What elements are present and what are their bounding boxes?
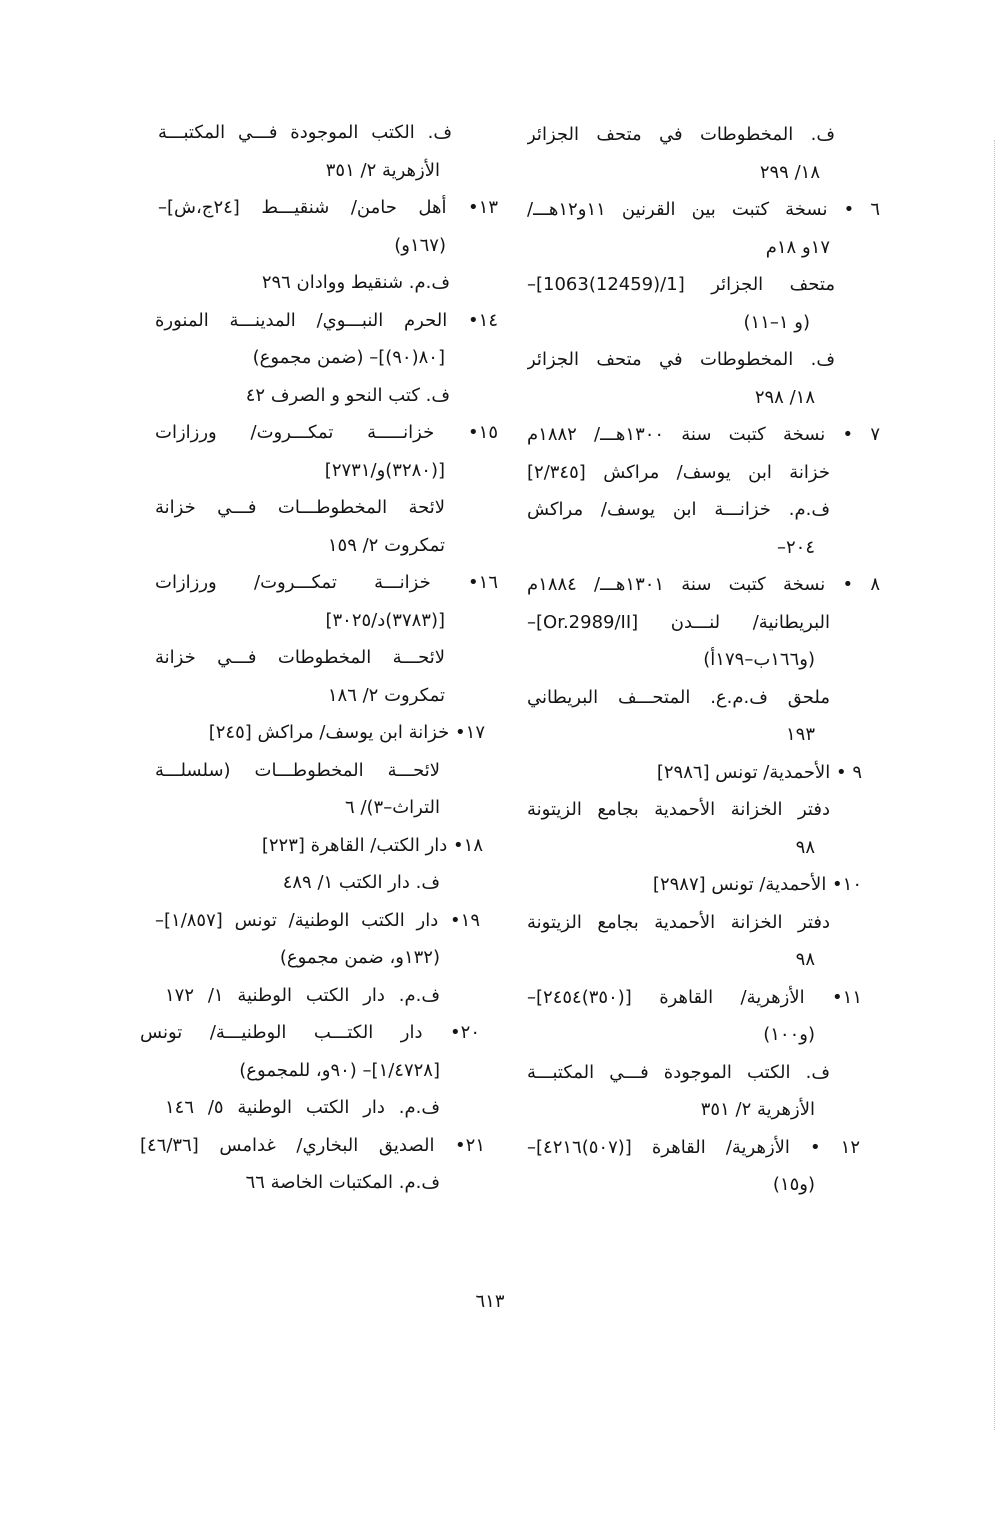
right-column-line: ملحق ف.م.ع. المتحـــف البريطاني xyxy=(527,686,830,708)
right-column-line: ١٧و ١٨م xyxy=(765,236,830,258)
left-column-line: [(٣٢٨٠)و/٢٧٣١] xyxy=(324,459,445,481)
right-column-line: ٩٨ xyxy=(795,836,815,858)
left-column-line: (١٦٧و) xyxy=(394,234,446,256)
left-column-line: ف.م. دار الكتب الوطنية ١/ ١٧٢ xyxy=(165,984,440,1006)
right-column-line: (و١٠٠) xyxy=(763,1024,815,1045)
right-column-line: (و ١–١١) xyxy=(743,311,810,333)
right-column-line: متحف الجزائر [1/(12459)1063]– xyxy=(527,274,835,295)
left-column-line: ١٧• خزانة ابن يوسف/ مراكش [٢٤٥] xyxy=(208,722,485,743)
right-column-line: ١٨/ ٢٩٨ xyxy=(754,386,815,408)
right-column xyxy=(527,116,880,1204)
right-column-line: ١٠• الأحمدية/ تونس [٢٩٨٧] xyxy=(652,874,862,895)
right-column-line: ٩٨ xyxy=(795,949,815,970)
right-column-line: دفتر الخزانة الأحمدية بجامع الزيتونة xyxy=(527,911,830,933)
left-column-line: ١٥• خزانـــــة تمكـــروت/ ورزازات xyxy=(155,422,498,443)
right-column-line: ١٨/ ٢٩٩ xyxy=(759,161,820,183)
left-column-line: ١٩• دار الكتب الوطنية/ تونس [١/٨٥٧]– xyxy=(155,909,480,931)
right-column-line: ١٩٣ xyxy=(785,724,815,745)
left-column-line: ف.م. المكتبات الخاصة ٦٦ xyxy=(245,1172,440,1193)
right-column-line: ف. المخطوطات في متحف الجزائر xyxy=(527,349,835,370)
right-column-line: دفتر الخزانة الأحمدية بجامع الزيتونة xyxy=(527,799,830,820)
left-column-line: [(٣٧٨٣)د/٣٠٢٥] xyxy=(325,609,445,631)
left-column-line: ١٤• الحرم النبـــوي/ المدينـــة المنورة xyxy=(155,309,498,331)
left-column-line: ف. الكتب الموجودة فـــي المكتبـــة xyxy=(158,122,452,143)
left-column-line: ٢٠• دار الكتـــب الوطنيـــة/ تونس xyxy=(140,1022,480,1043)
right-column-line: ٢٠٤– xyxy=(776,536,815,558)
left-column-line: ١٣• أهل حامن/ شنقيـــط [٢٤ج،ش]– xyxy=(158,197,498,218)
right-column-line: البريطانية/ لنـــدن [Or.2989/II]– xyxy=(527,611,830,633)
right-column-line: ف.م. خزانـــة ابن يوسف/ مراكش xyxy=(527,499,830,520)
right-column-line: ٩ • الأحمدية/ تونس [٢٩٨٦] xyxy=(656,761,862,783)
left-column-line: ف.م. دار الكتب الوطنية ٥/ ١٤٦ xyxy=(165,1097,440,1118)
left-column-line: ٢١• الصديق البخاري/ غدامس [٤٦/٣٦] xyxy=(140,1134,485,1156)
left-column-line: تمكروت ٢/ ١٥٩ xyxy=(327,534,445,556)
right-column-line: ١١• الأزهرية/ القاهرة [(٣٥٠)٢٤٥٤]– xyxy=(527,986,862,1008)
right-column-line: ٧ • نسخة كتبت سنة ١٣٠٠هـــ/ ١٨٨٢م xyxy=(527,424,880,445)
right-column-line: (و١٥) xyxy=(772,1174,815,1195)
left-column-line: (١٣٢و، ضمن مجموع) xyxy=(279,947,440,968)
left-column-line: لائحـــة المخطوطات فـــي خزانة xyxy=(155,647,445,668)
left-column xyxy=(140,114,498,1202)
right-column-line: ٦ • نسخة كتبت بين القرنين ١١و١٢هـــ/ xyxy=(527,199,880,220)
left-column-line: ف. كتب النحو و الصرف ٤٢ xyxy=(245,384,450,406)
right-column-line: ف. الكتب الموجودة فـــي المكتبـــة xyxy=(527,1061,830,1083)
left-column-line: [١/٤٧٢٨]– (٩٠و، للمجموع) xyxy=(239,1059,440,1081)
right-column-line: الأزهرية ٢/ ٣٥١ xyxy=(700,1099,815,1120)
right-column-line: (و١٦٦ب–١٧٩أ) xyxy=(703,649,815,670)
scan-edge-line xyxy=(994,140,995,1430)
left-column-line: ف. دار الكتب ١/ ٤٨٩ xyxy=(282,872,440,893)
right-column-line: ف. المخطوطات في متحف الجزائر xyxy=(527,124,835,145)
left-column-line: تمكروت ٢/ ١٨٦ xyxy=(327,684,445,706)
left-column-line: لائحة المخطوطـــات فـــي خزانة xyxy=(155,497,445,518)
page-number: ٦١٣ xyxy=(475,1291,505,1312)
left-column-line: ١٨• دار الكتب/ القاهرة [٢٢٣] xyxy=(261,834,483,856)
left-column-line: لائحـــة المخطوطـــات (سلسلـــة xyxy=(155,759,440,781)
right-column-line: ١٢ • الأزهرية/ القاهرة [(٥٠٧)٤٢١٦]– xyxy=(527,1136,860,1158)
left-column-line: ف.م. شنقيط ووادان ٢٩٦ xyxy=(261,272,450,293)
right-column-line: خزانة ابن يوسف/ مراكش [٢/٣٤٥] xyxy=(527,461,830,483)
left-column-line: الأزهرية ٢/ ٣٥١ xyxy=(325,159,440,181)
left-column-line: ١٦• خزانـــة تمكـــروت/ ورزازات xyxy=(155,572,498,593)
left-column-line: التراث–٣)/ ٦ xyxy=(345,797,440,818)
right-column-line: ٨ • نسخة كتبت سنة ١٣٠١هـــ/ ١٨٨٤م xyxy=(527,574,880,595)
left-column-line: [٨٠(٩٠)]– (ضمن مجموع) xyxy=(252,347,445,368)
